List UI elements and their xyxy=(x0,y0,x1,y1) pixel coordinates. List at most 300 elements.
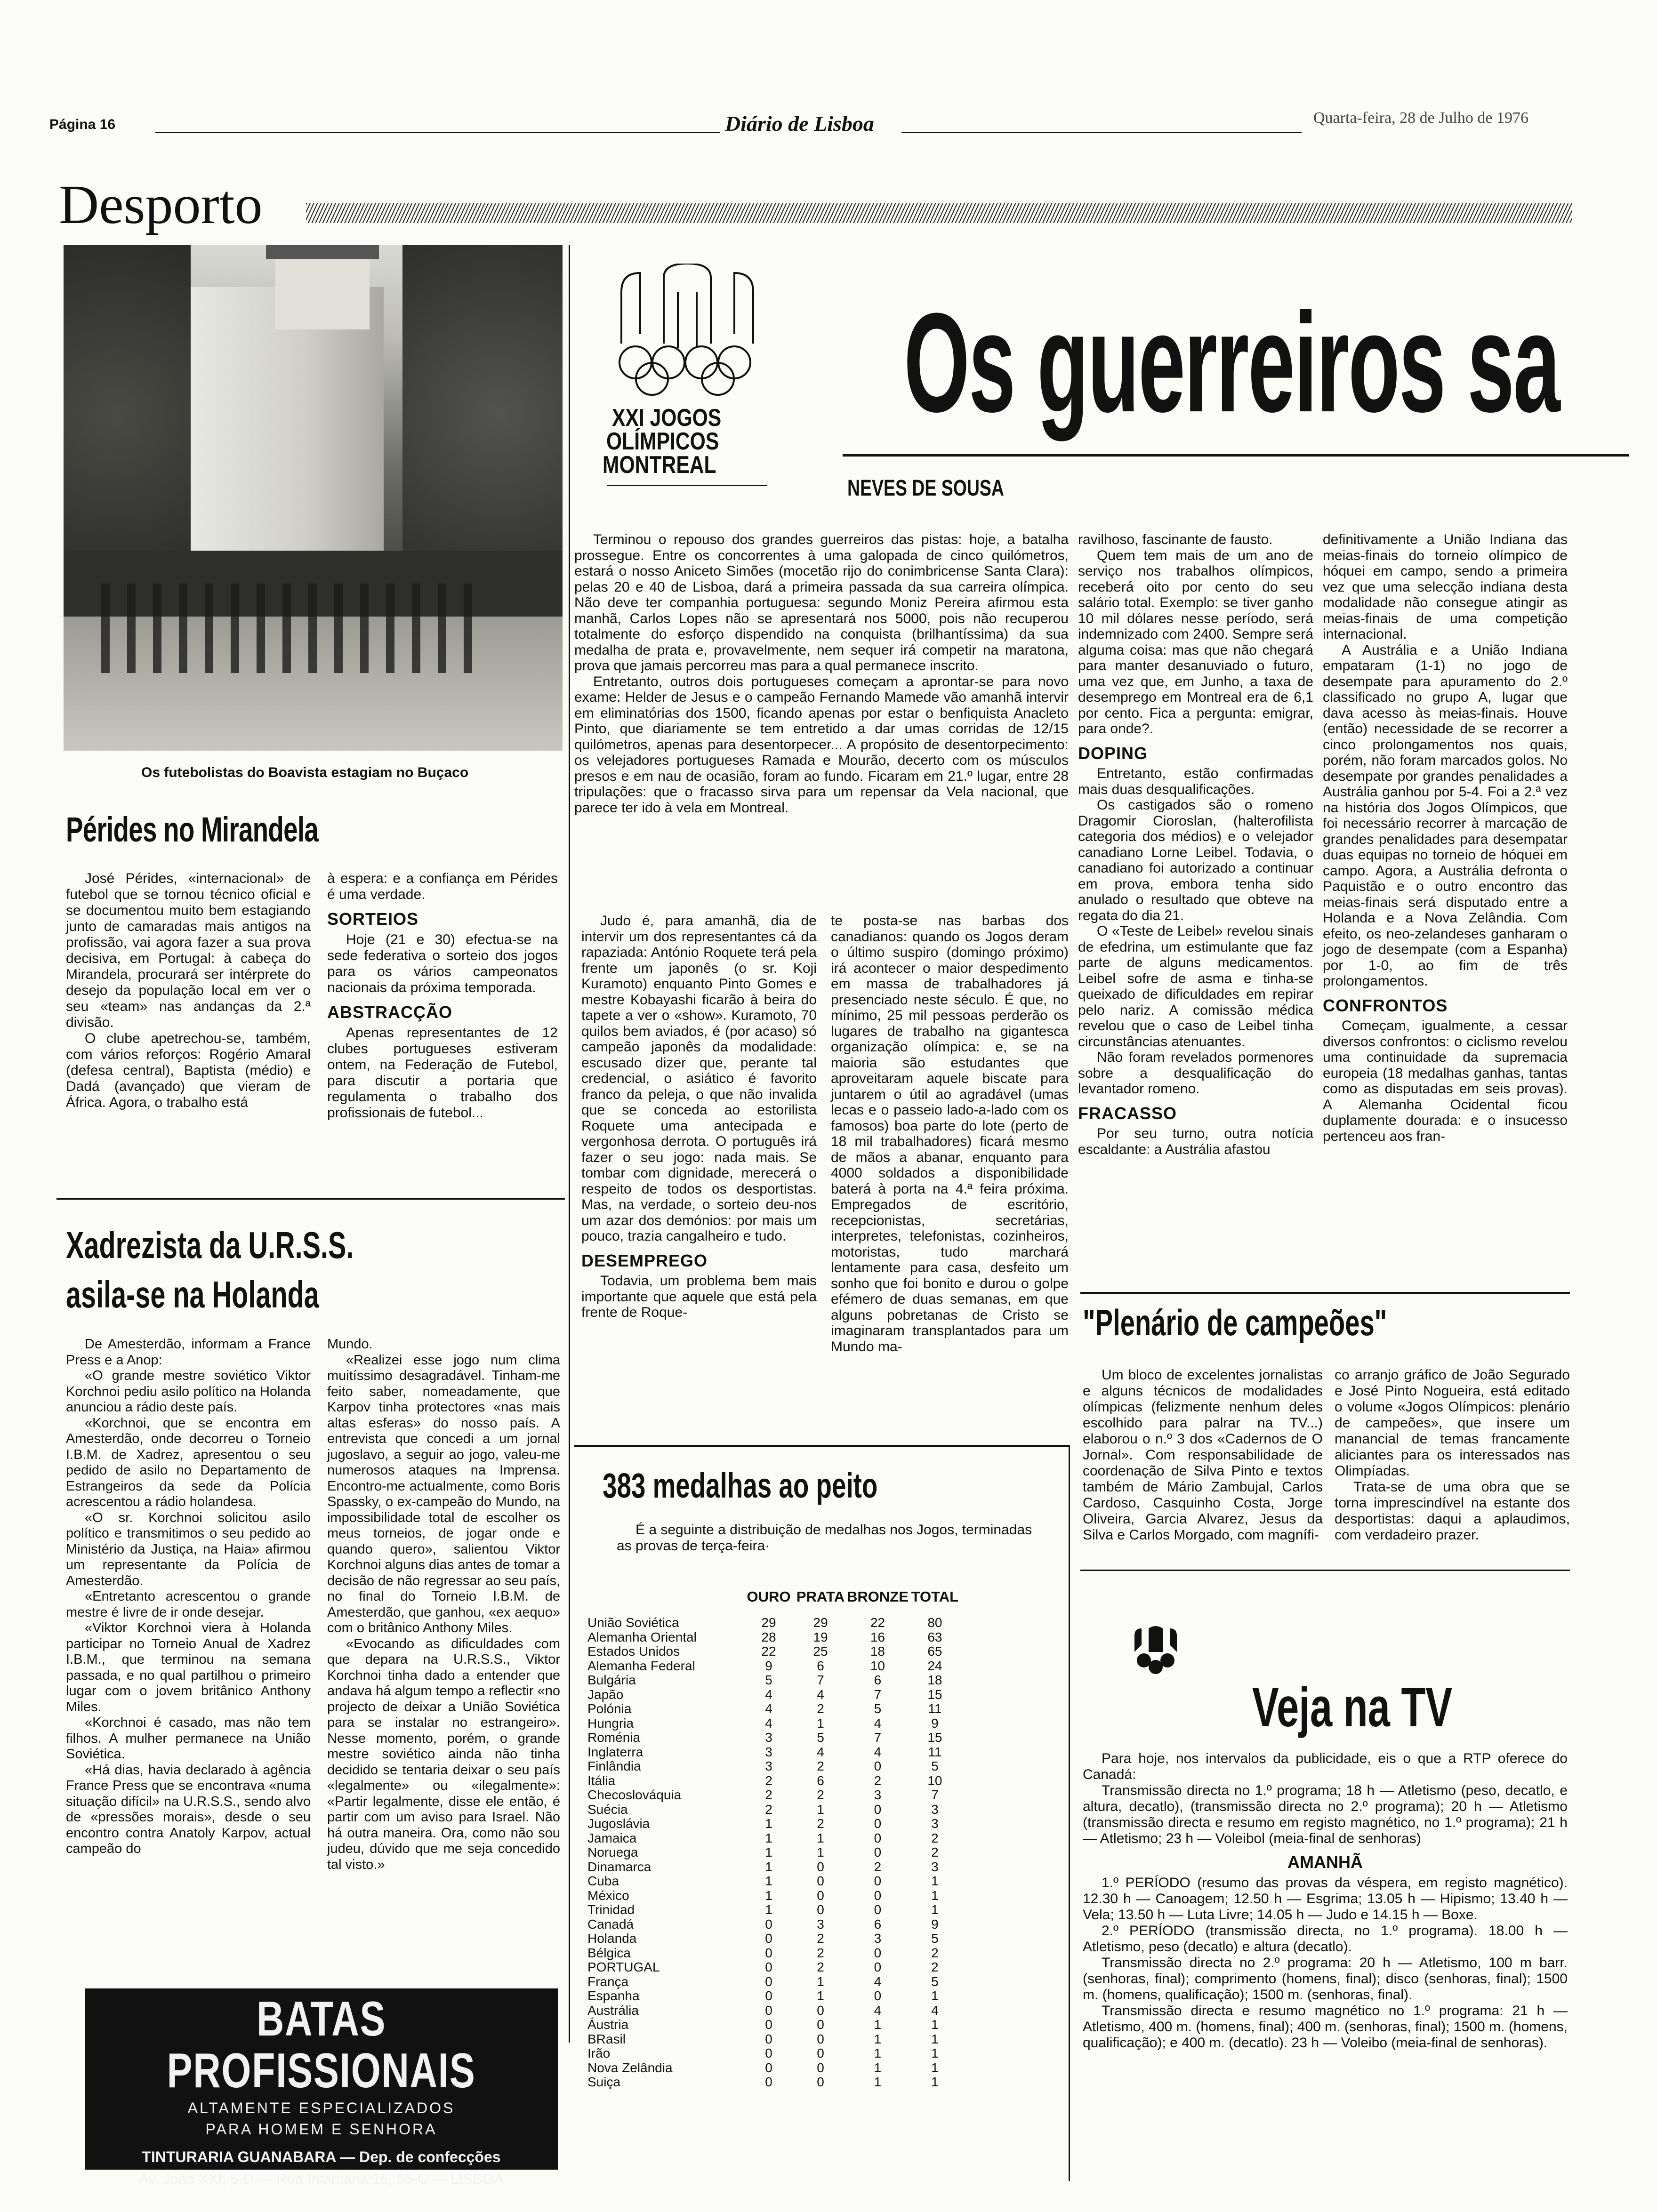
plenario-col1 xyxy=(1083,1367,1323,1543)
medal-total: 11 xyxy=(928,1701,942,1716)
headline-rule xyxy=(843,454,1629,457)
header-rule-right xyxy=(901,132,1302,133)
medal-total: 1 xyxy=(931,2046,939,2061)
medal-silver: 3 xyxy=(817,1916,824,1931)
section-hatch-band xyxy=(306,203,1572,223)
paragraph: Entretanto, estão confirmadas mais duas desqualificações. xyxy=(1078,766,1313,797)
medal-row xyxy=(574,1917,961,1932)
medal-country: Nova Zelândia xyxy=(587,2060,673,2075)
tv-intro: Para hoje, nos intervalos da publicidade, eis o que a RTP oferece do Canadá: xyxy=(1083,1751,1568,1782)
medals-intro: É a seguinte a distribuição de medalhas nos Jogos, terminadas as provas de terça-feira· xyxy=(617,1522,1032,1554)
tv-period-2: 2.º PERÍODO (transmissão directa, no 1.º programa). 18.00 h — Atletismo, peso (decatlo) e altura (decatlo). xyxy=(1083,1923,1568,1955)
medal-country: PORTUGAL xyxy=(587,1960,660,1975)
medal-total: 4 xyxy=(931,2003,939,2018)
tv-amanha-subhead: AMANHÃ xyxy=(1287,1852,1363,1872)
medal-silver: 1 xyxy=(817,1974,824,1989)
medal-bronze: 4 xyxy=(874,1974,882,1989)
ad-title: BATAS PROFISSIONAIS xyxy=(167,1992,476,2098)
sorteios-subhead: SORTEIOS xyxy=(327,909,419,929)
photo-caption: Os futebolistas do Boavista estagiam no Buçaco xyxy=(141,765,469,780)
medal-silver: 19 xyxy=(813,1629,828,1644)
medal-silver: 0 xyxy=(817,1874,824,1889)
medal-silver: 2 xyxy=(817,1759,824,1774)
paragraph: Os castigados são o romeno Dragomir Cioroslan, (halterofilista categoria dos médios) e o velejador canadiano Lorne Leibel. Todavia, o canadiano foi autorizado a continuar em prova, embora tenha sido anulado o resultado que obteve na regata do dia 21. xyxy=(1078,797,1313,923)
medal-total: 65 xyxy=(927,1644,942,1659)
main-headline: Os guerreiros sa xyxy=(904,283,1560,441)
paragraph: Judo é, para amanhã, dia de intervir um dos representantes cá da rapaziada: António Roquete terá pela frente um japonês (o sr. Koji Kuramoto) enquanto Pinto Gomes e mestre Kobayashi ficarão à beira do tapete a ver o «show». Kuramoto, 70 quilos bem aviados, é (por acaso) só campeão japonês da modalidade: escusado dizer que, perante tal credencial, o asiático é favorito franco da peleja, o que não invalida que se conceda ao estorilista Roquete uma antecipada e vergonhosa derrota. O português irá fazer o seu jogo: nada mais. Se tombar com dignidade, merecerá o respeito de todos os desportistas. Mas, na verdade, o sorteio deu-nos um azar dos demónios: por mais um pouco, trazia cangalheiro e tudo. xyxy=(581,913,817,1244)
medal-gold: 28 xyxy=(761,1629,776,1644)
medal-bronze: 16 xyxy=(870,1629,885,1644)
medal-bronze: 0 xyxy=(874,1759,882,1774)
tv-period-3: Transmissão directa no 2.º programa: 20 h — Atletismo, 100 m barr. (senhoras, final); comprimento (homens, final); disco (senhoras, final); 1500 m. (homens, qualificação); 1500 m. (senhoras, final). xyxy=(1083,1955,1568,2003)
medal-country: Alemanha Oriental xyxy=(587,1629,697,1644)
medal-silver: 1 xyxy=(817,1802,824,1817)
medal-row xyxy=(574,1975,961,1989)
medal-total: 1 xyxy=(931,1888,939,1903)
column-divider-vertical xyxy=(569,245,570,2043)
medal-total: 1 xyxy=(931,1902,939,1917)
medal-total: 1 xyxy=(931,2075,939,2090)
medal-row xyxy=(574,2032,961,2047)
perides-headline: Pérides no Mirandela xyxy=(66,810,319,849)
paragraph: «O sr. Korchnoi solicitou asilo político e transmitimos o seu pedido ao Ministério da Justiça, na Haia» afirmou um representante da Polícia de Amesterdão. xyxy=(66,1510,311,1588)
medal-row xyxy=(574,1630,961,1645)
medal-bronze: 4 xyxy=(874,1744,882,1759)
paragraph: «Evocando as dificuldades com que depara na U.R.S.S., Viktor Korchnoi tinha dado a entender que andava há algum tempo a reflectir «no projecto de deixar a União Soviética para se instalar no estrangeiro». Nesse momento, porém, o grande mestre soviético ainda não tinha decidido se tentaria deixar o seu país «legalmente» ou «ilegalmente»: «Partir legalmente, disse ele então, é partir com um aviso para Israel. Não há outra maneira. Ora, como não sou judeu, dúvido que me seja concedido tal visto.» xyxy=(327,1636,560,1872)
medal-country: Checoslováquia xyxy=(587,1787,682,1803)
medal-bronze: 0 xyxy=(874,1845,882,1860)
section-title: Desporto xyxy=(59,174,263,235)
medal-bronze: 4 xyxy=(874,1715,882,1731)
medal-silver: 7 xyxy=(817,1673,824,1688)
medal-total: 1 xyxy=(931,1874,939,1889)
medal-total: 5 xyxy=(931,1759,939,1774)
paragraph: Terminou o repouso dos grandes guerreiros das pistas: hoje, a batalha prossegue. Entre os concorrentes à uma galopada de cinco quilómetros, estará o nosso Aniceto Simões (mocetão rijo do conimbricense Santa Clara): pelas 20 e 40 de Lisboa, dará a primeira passada da sua carreira olímpica. Não deve ter companhia portuguesa: segundo Moniz Pereira afirmou esta manhã, Carlos Lopes não se apresentará nos 5000, pois não recuperou totalmente do esforço dispendido na conquista (brilhantíssima) da sua medalha de prata e, provavelmente, nem sequer irá competir na maratona, prova que jamais percorreu mas para a qual permanece inscrito. xyxy=(574,532,1069,673)
medal-gold: 2 xyxy=(765,1802,772,1817)
paragraph: «Entretanto acrescentou o grande mestre é livre de ir onde desejar. xyxy=(66,1589,311,1620)
medal-silver: 1 xyxy=(817,1988,824,2004)
paragraph: «Há dias, havia declarado à agência France Press que se encontrava «numa situação difícil» na U.R.S.S., sendo alvo de «pressões morais», desde o seu encontro contra Anatoly Karpov, actual campeão do xyxy=(66,1762,311,1856)
medal-gold: 0 xyxy=(765,1988,772,2004)
medal-gold: 0 xyxy=(765,2003,772,2018)
medal-bronze: 2 xyxy=(874,1859,882,1874)
medal-row xyxy=(574,1845,961,1860)
medal-bronze: 0 xyxy=(874,1960,882,1975)
paragraph: Mundo. xyxy=(327,1337,373,1352)
medal-row xyxy=(574,1659,961,1674)
medal-row xyxy=(574,1759,961,1774)
medal-total: 1 xyxy=(931,1988,939,2004)
medal-total: 3 xyxy=(931,1802,939,1817)
paragraph: A Austrália e a União Indiana empataram (1-1) no jogo de desempate para apuramento do 2.º classificado no grupo A, lugar que dava acesso às meias-finais. Houve (então) necessidade de se recorrer a cinco prolongamentos nos quais, porém, não foram marcados golos. No desempate por grandes penalidades a Austrália ganhou por 5-4. Foi a 2.ª vez na história dos Jogos Olímpicos, que foi necessário recorrer à marcação de grandes penalidades para desempatar duas equipas no torneio de hóquei em campo. Agora, a Austrália defronta o Paquistão e o outro encontro das meias-finais será disputado entre a Holanda e a Nova Zelândia. Com efeito, os neo-zelandeses ganharam o jogo de desempate (com a Espanha) por 1-0, ao fim de três prolongamentos. xyxy=(1323,642,1568,989)
medal-silver: 5 xyxy=(817,1730,824,1745)
olympic-logo-line2: OLÍMPICOS xyxy=(606,428,719,455)
medal-gold: 0 xyxy=(765,1974,772,1989)
main-col-d xyxy=(1323,532,1568,1144)
medal-total: 24 xyxy=(927,1658,942,1673)
paragraph: «Korchnoi é casado, mas não tem filhos. A mulher permanece na União Soviética. xyxy=(66,1715,311,1762)
medal-country: Noruega xyxy=(587,1845,638,1860)
medal-total: 1 xyxy=(931,2017,939,2032)
medal-row xyxy=(574,1688,961,1702)
medal-silver: 1 xyxy=(817,1715,824,1731)
medal-total: 1 xyxy=(931,2060,939,2075)
medal-total: 3 xyxy=(931,1859,939,1874)
medal-country: Inglaterra xyxy=(587,1744,643,1759)
ad-line-1: ALTAMENTE ESPECIALIZADOS xyxy=(187,2100,455,2116)
medal-silver: 0 xyxy=(817,2075,824,2090)
byline: NEVES DE SOUSA xyxy=(847,476,1004,501)
medal-silver: 0 xyxy=(817,2003,824,2018)
medal-bronze: 3 xyxy=(874,1787,882,1803)
medal-bronze: 5 xyxy=(874,1701,882,1716)
medals-box xyxy=(574,1445,1070,2181)
medal-country: México xyxy=(587,1888,629,1903)
medal-country: União Soviética xyxy=(587,1615,679,1630)
paragraph: à espera: e a confiança em Pérides é uma verdade. xyxy=(327,871,558,902)
medal-total: 10 xyxy=(927,1773,942,1788)
medal-silver: 0 xyxy=(817,1888,824,1903)
medal-row xyxy=(574,1831,961,1846)
medal-country: Jugoslávia xyxy=(587,1816,650,1831)
plenario-bottom-rule xyxy=(1080,1570,1570,1571)
divider-left xyxy=(56,1198,565,1200)
medal-country: Holanda xyxy=(587,1931,637,1946)
medal-bronze: 0 xyxy=(874,1874,882,1889)
medal-total: 9 xyxy=(931,1715,939,1731)
ad-line-2: PARA HOMEM E SENHORA xyxy=(205,2121,437,2138)
medal-row xyxy=(574,1616,961,1630)
paragraph: Quem tem mais de um ano de serviço nos trabalhos olímpicos, receberá oito por cento do seu salário total. Exemplo: se tiver ganho 10 mil dólares nesse período, será indemnizado com 2400. Sempre será alguma coisa: mas que não chegará para manter desanuviado o futuro, uma vez que, em Junho, a taxa de desemprego em Montreal era de 6,1 por cento. Fica a pergunta: emigrar, para onde?. xyxy=(1078,547,1313,737)
plenario-headline: "Plenário de campeões" xyxy=(1083,1302,1387,1343)
paragraph: Trata-se de uma obra que se torna imprescindível na estante dos desportistas: daqui a aplaudimos, com verdadeiro prazer. xyxy=(1335,1479,1570,1543)
medal-total: 2 xyxy=(931,1845,939,1860)
medal-silver: 1 xyxy=(817,1845,824,1860)
medal-gold: 0 xyxy=(765,2031,772,2046)
medal-silver: 2 xyxy=(817,1931,824,1946)
medal-row xyxy=(574,1644,961,1659)
medal-country: Bélgica xyxy=(587,1945,631,1960)
medal-silver: 0 xyxy=(817,2031,824,2046)
medal-row xyxy=(574,1788,961,1803)
medal-bronze: 0 xyxy=(874,1888,882,1903)
medal-gold: 1 xyxy=(765,1888,772,1903)
medal-bronze: 0 xyxy=(874,1902,882,1917)
medal-silver: 2 xyxy=(817,1960,824,1975)
medal-gold: 0 xyxy=(765,2017,772,2032)
medals-header-country xyxy=(574,1588,743,1616)
advertisement-box xyxy=(85,1988,558,2187)
medal-silver: 2 xyxy=(817,1787,824,1803)
medal-row xyxy=(574,2004,961,2018)
paragraph: «Viktor Korchnoi viera à Holanda participar no Torneio Anual de Xadrez I.B.M., que terminou na semana passada, e no qual partilhou o primeiro lugar com o jovem britânico Anthony Miles. xyxy=(66,1620,311,1715)
medal-country: Austrália xyxy=(587,2003,639,2018)
medal-gold: 2 xyxy=(765,1787,772,1803)
header-date: Quarta-feira, 28 de Julho de 1976 xyxy=(1313,109,1528,127)
medal-total: 1 xyxy=(931,2031,939,2046)
fracasso-subhead: FRACASSO xyxy=(1078,1103,1177,1123)
olympic-logo-line1: XXI JOGOS xyxy=(612,404,722,432)
paragraph: Hoje (21 e 30) efectua-se na sede federativa o sorteio dos jogos para os vários campeonatos nacionais da próxima temporada. xyxy=(327,932,558,995)
medal-row xyxy=(574,1803,961,1817)
medal-bronze: 7 xyxy=(874,1730,882,1745)
medal-silver: 29 xyxy=(813,1615,828,1630)
medal-gold: 9 xyxy=(765,1658,772,1673)
ad-line-3: TINTURARIA GUANABARA — Dep. de confecções xyxy=(142,2148,501,2165)
medal-row xyxy=(574,2046,961,2061)
abstraccao-subhead: ABSTRACÇÃO xyxy=(327,1002,452,1022)
tv-block xyxy=(1083,1751,1568,2051)
medal-gold: 0 xyxy=(765,1931,772,1946)
paragraph: Começam, igualmente, a cessar diversos confrontos: o ciclismo revelou uma continuidade da supremacia europeia (18 medalhas ganhas, tantas como as disputadas em seis provas). A Alemanha Ocidental ficou duplamente dourada: e o insucesso pertenceu aos fran- xyxy=(1323,1018,1568,1144)
medal-row xyxy=(574,1702,961,1716)
medal-row xyxy=(574,1774,961,1788)
paragraph: «O grande mestre soviético Viktor Korchnoi pediu asilo político na Holanda anunciou a rádio deste país. xyxy=(66,1368,311,1415)
medals-header-total: TOTAL xyxy=(911,1588,959,1605)
medal-bronze: 22 xyxy=(870,1615,885,1630)
xadrez-headline-2: asila-se na Holanda xyxy=(66,1274,319,1315)
medal-gold: 3 xyxy=(765,1730,772,1745)
ad-line-4: Av. João XXI, 5-D — Rua Infantaria 16, 55-C — LISBOA xyxy=(139,2171,504,2187)
medal-total: 63 xyxy=(927,1629,942,1644)
main-col-c xyxy=(1078,532,1313,1157)
medal-silver: 2 xyxy=(817,1701,824,1716)
medal-gold: 0 xyxy=(765,2060,772,2075)
paragraph: ravilhoso, fascinante de fausto. xyxy=(1078,532,1273,547)
medals-table xyxy=(574,1588,961,2090)
medal-silver: 6 xyxy=(817,1658,824,1673)
medal-gold: 0 xyxy=(765,1945,772,1960)
medal-row xyxy=(574,1817,961,1831)
paragraph: Não foram revelados pormenores sobre a desqualificação do levantador romeno. xyxy=(1078,1050,1313,1097)
medal-gold: 1 xyxy=(765,1830,772,1845)
paragraph: O «Teste de Leibel» revelou sinais de efedrina, um estimulante que faz parte de alguns medicamentos. Leibel sofre de asma e tinha-se queixado de dificuldades em repirar pelo nariz. A comissão médica revelou que o caso de Leibel tinha circunstâncias atenuantes. xyxy=(1078,923,1313,1050)
runners-group xyxy=(101,584,487,673)
paragraph: Entretanto, outros dois portugueses começam a aprontar-se para novo exame: Helder de Jesus e o campeão Fernando Mamede vão amanhã intervir em eliminatórias dos 1500, ficando apenas por estar o benfiquista Anacleto Pinto, que diariamente se tem entretido a dar umas corridas de 12/15 quilómetros, apenas para desentorpecer... A propósito de desentorpecimento: os velejadores portugueses Ramada e Mourão, decerto com os músculos presos e em nau de ocasião, foram ao fundo. Ficaram em 21.º lugar, entre 28 tripulações: que o fracasso sirva para um repensar da Vela nacional, que parece ter ido à vela em Montreal. xyxy=(574,673,1069,816)
medal-country: Suécia xyxy=(587,1802,628,1817)
roof-shape xyxy=(266,245,379,259)
medal-bronze: 6 xyxy=(874,1916,882,1931)
medals-table-body xyxy=(574,1616,961,2090)
confrontos-subhead: CONFRONTOS xyxy=(1323,995,1448,1015)
medal-gold: 4 xyxy=(765,1687,772,1702)
medal-row xyxy=(574,1673,961,1688)
medal-country: Canadá xyxy=(587,1916,634,1931)
tv-period-4: Transmissão directa e resumo magnético no 1.º programa: 21 h — Atletismo, 400 m. (homens, final); 400 m. (senhoras, final); 1500 m. (homens, qualificação); e 400 m. (decatlo). 23 h — Voleibo (meia-final de senhoras). xyxy=(1083,2003,1568,2051)
medal-country: França xyxy=(587,1974,629,1989)
plenario-col2 xyxy=(1335,1367,1570,1543)
medal-bronze: 7 xyxy=(874,1687,882,1702)
plenario-top-rule xyxy=(1080,1292,1570,1294)
medal-silver: 4 xyxy=(817,1687,824,1702)
newspaper-name: Diário de Lisboa xyxy=(725,112,874,136)
medal-country: Jamaica xyxy=(587,1830,637,1845)
medals-headline: 383 medalhas ao peito xyxy=(603,1466,878,1505)
medal-country: Estados Unidos xyxy=(587,1644,680,1659)
paragraph: «Realizei esse jogo num clima muitíssimo desagradável. Tinham-me feito saber, nomeadamente, que Karpov tinha protectores «nas mais altas esferas» do nosso país. A entrevista que concedi a um jornal jugoslavo, a seguir ao jogo, valeu-me numerosos ataques na Imprensa. Encontro-me actualmente, como Boris Spassky, o ex-campeão do Mundo, na impossibilidade total de escolher os meus torneios, de jogar onde e quando quero», salientou Viktor Korchnoi alguns dias antes de tomar a decisão de não regressar ao seu país, no final do Torneio I.B.M. de Amesterdão, que ganhou, «ex aequo» com o britânico Anthony Miles. xyxy=(327,1352,560,1635)
medal-bronze: 6 xyxy=(874,1673,882,1688)
medal-gold: 0 xyxy=(765,2046,772,2061)
medals-header-silver: PRATA xyxy=(796,1588,845,1605)
medal-total: 5 xyxy=(931,1974,939,1989)
medal-silver: 6 xyxy=(817,1773,824,1788)
medal-bronze: 1 xyxy=(874,2046,882,2061)
medal-bronze: 10 xyxy=(870,1658,885,1673)
medal-country: Hungria xyxy=(587,1715,634,1731)
medal-row xyxy=(574,1716,961,1731)
medal-gold: 1 xyxy=(765,1902,772,1917)
medal-silver: 0 xyxy=(817,2017,824,2032)
medal-country: Finlândia xyxy=(587,1759,641,1774)
medal-gold: 2 xyxy=(765,1773,772,1788)
medal-row xyxy=(574,2061,961,2076)
medal-gold: 0 xyxy=(765,1916,772,1931)
medals-header-bronze: BRONZE xyxy=(847,1588,909,1605)
paragraph: te posta-se nas barbas dos canadianos: quando os Jogos deram o último suspiro (domingo próximo) irá acontecer o maior despedimento em massa de trabalhadores já presenciado neste século. É que, no mínimo, 25 mil pessoas perderão os lugares de trabalho na gigantesca organização olímpica: e, se na maioria são estudantes que aproveitaram aquele biscate para juntarem o útil ao agradável (umas lecas e o passeio lado-a-lado com os famosos) boa parte do lote (perto de 18 mil trabalhadores) ficará mesmo de mãos a abanar, enquanto para 4000 soldados a disponibilidade baterá à porta na 4.ª feira próxima. Empregados de escritório, recepcionistas, secretárias, interpretes, telefonistas, cozinheiros, motoristas, tudo marchará lentamente para casa, desfeito um sonho que foi bonito e durou o golpe efémero de duas semanas, em que alguns pobretanas de Cristo se imaginaram transplantados para um Mundo ma- xyxy=(831,913,1069,1354)
medal-total: 2 xyxy=(931,1945,939,1960)
medal-silver: 0 xyxy=(817,1902,824,1917)
medal-bronze: 1 xyxy=(874,2060,882,2075)
tv-today: Transmissão directa no 1.º programa; 18 h — Atletismo (peso, decatlo, e altura, decatlo), (transmissão directa no 2.º programa); 20 h — Atletismo (transmissão directa e resumo em registo magnético, no 1.º programa); 21 h — Atletismo; 23 h — Voleibol (meia-final de senhoras) xyxy=(1083,1783,1568,1846)
paragraph: Todavia, um problema bem mais importante que aquele que está pela frente de Roque- xyxy=(581,1273,817,1320)
medal-gold: 22 xyxy=(761,1644,776,1659)
medal-row xyxy=(574,2018,961,2032)
medal-total: 2 xyxy=(931,1830,939,1845)
medal-bronze: 0 xyxy=(874,1830,882,1845)
medal-country: Espanha xyxy=(587,1988,640,2004)
medal-country: Áustria xyxy=(587,2017,629,2032)
medal-silver: 2 xyxy=(817,1945,824,1960)
medals-header-gold: OURO xyxy=(747,1588,791,1605)
medal-total: 7 xyxy=(931,1787,939,1803)
medal-bronze: 0 xyxy=(874,1816,882,1831)
perides-col1 xyxy=(66,871,311,1111)
medal-gold: 3 xyxy=(765,1744,772,1759)
medal-row xyxy=(574,1745,961,1760)
medal-silver: 0 xyxy=(817,2046,824,2061)
medal-gold: 1 xyxy=(765,1859,772,1874)
olympic-logo-line3: MONTREAL xyxy=(603,451,716,479)
medal-gold: 1 xyxy=(765,1874,772,1889)
boavista-photo xyxy=(64,245,563,751)
medal-row xyxy=(574,1889,961,1903)
paragraph: O clube apetrechou-se, também, com vários reforços: Rogério Amaral (defesa central), Baptista (médio) e Dadá (avançado) que vieram de África. Agora, o trabalho está xyxy=(66,1031,311,1110)
medal-total: 15 xyxy=(927,1687,942,1702)
medal-country: Bulgária xyxy=(587,1673,636,1688)
medal-bronze: 1 xyxy=(874,2017,882,2032)
medal-silver: 2 xyxy=(817,1816,824,1831)
medal-bronze: 18 xyxy=(870,1644,885,1659)
medal-bronze: 1 xyxy=(874,2075,882,2090)
page-number: Página 16 xyxy=(49,117,116,132)
medal-gold: 3 xyxy=(765,1759,772,1774)
medal-gold: 29 xyxy=(761,1615,776,1630)
medal-gold: 4 xyxy=(765,1701,772,1716)
doping-subhead: DOPING xyxy=(1078,743,1148,763)
medal-row xyxy=(574,1860,961,1875)
medal-bronze: 0 xyxy=(874,1988,882,2004)
medal-bronze: 3 xyxy=(874,1931,882,1946)
tv-headline: Veja na TV xyxy=(1252,1676,1453,1739)
medal-row xyxy=(574,1874,961,1889)
medal-total: 80 xyxy=(927,1615,942,1630)
medal-country: Suiça xyxy=(587,2075,621,2090)
medal-country: Alemanha Federal xyxy=(587,1658,695,1673)
olympic-logo-underline xyxy=(607,485,767,486)
medal-country: Trinidad xyxy=(587,1902,635,1917)
xadrez-col2 xyxy=(327,1337,560,1873)
paragraph: co arranjo gráfico de João Segurado e José Pinto Nogueira, está editado o volume «Jogos Olímpicos: plenário de campeões», que insere um manancial de temas francamente aliciantes para os interessados nas Olimpíadas. xyxy=(1335,1367,1570,1479)
medal-country: Dinamarca xyxy=(587,1859,652,1874)
paragraph: Por seu turno, outra notícia escaldante: a Austrália afastou xyxy=(1078,1126,1313,1157)
medal-total: 2 xyxy=(931,1960,939,1975)
medal-gold: 0 xyxy=(765,2075,772,2090)
montreal-logo-small xyxy=(1130,1624,1182,1675)
medal-total: 3 xyxy=(931,1816,939,1831)
medal-bronze: 0 xyxy=(874,1802,882,1817)
main-lead xyxy=(574,532,1069,816)
main-col-a xyxy=(581,913,817,1321)
medal-silver: 25 xyxy=(813,1644,828,1659)
medal-total: 5 xyxy=(931,1931,939,1946)
paragraph: De Amesterdão, informam a France Press e a Anop: xyxy=(66,1337,311,1368)
medal-silver: 0 xyxy=(817,1859,824,1874)
paragraph: José Pérides, «internacional» de futebol que se tornou técnico oficial e se documentou muito bem estagiando junto de camaradas mais antigos na profissão, vai agora fazer a sua prova decisiva, em Portugal: à cabeça do Mirandela, procurará ser intérprete do desejo da população local em ver o seu «team» nas andanças da 2.ª divisão. xyxy=(66,871,311,1030)
paragraph: Apenas representantes de 12 clubes portugueses estiveram ontem, na Federação de Futebol, para discutir a portaria que regulamenta o trabalho dos profissionais de futebol... xyxy=(327,1025,558,1121)
xadrez-col1 xyxy=(66,1337,311,1857)
medal-bronze: 1 xyxy=(874,2031,882,2046)
desemprego-subhead: DESEMPREGO xyxy=(581,1250,708,1270)
medal-total: 15 xyxy=(927,1730,942,1745)
medal-country: Irão xyxy=(587,2046,611,2061)
medal-bronze: 4 xyxy=(874,2003,882,2018)
medal-silver: 4 xyxy=(817,1744,824,1759)
medal-total: 9 xyxy=(931,1916,939,1931)
header-rule-left xyxy=(155,132,720,133)
medal-row xyxy=(574,1989,961,2004)
medal-silver: 0 xyxy=(817,2060,824,2075)
medal-row xyxy=(574,2075,961,2090)
tv-period-1: 1.º PERÍODO (resumo das provas da véspera, em registo magnético). 12.30 h — Canoagem; 12.50 h — Esgrima; 13.05 h — Hipismo; 13.40 h — Vela; 13.50 h — Luta Livre; 14.05 h — Judo e 14.15 h — Boxe. xyxy=(1083,1875,1568,1923)
medal-gold: 4 xyxy=(765,1715,772,1731)
tower-shape xyxy=(275,254,370,329)
medal-country: Itália xyxy=(587,1773,616,1788)
medal-country: BRasil xyxy=(587,2031,626,2046)
medal-total: 11 xyxy=(928,1744,942,1759)
medal-row xyxy=(574,1960,961,1975)
medal-total: 18 xyxy=(927,1673,942,1688)
medal-row xyxy=(574,1931,961,1946)
paragraph: «Korchnoi, que se encontra em Amesterdão, onde decorreu o Torneio I.B.M. de Xadrez, apresentou o seu pedido de asilo no Departamento de Estrangeiros da sede da Polícia acrescentou a rádio holandesa. xyxy=(66,1415,311,1509)
paragraph: definitivamente a União Indiana das meias-finais do torneio olímpico de hóquei em campo, sendo a primeira vez que uma selecção indiana desta modalidade não consegue atingir as meias-finais de uma competição internacional. xyxy=(1323,532,1568,642)
medal-row xyxy=(574,1946,961,1961)
xadrez-headline-1: Xadrezista da U.R.S.S. xyxy=(66,1224,354,1266)
medal-row xyxy=(574,1903,961,1917)
medal-row xyxy=(574,1731,961,1745)
medal-gold: 5 xyxy=(765,1673,772,1688)
medal-country: Roménia xyxy=(587,1730,641,1745)
perides-col2 xyxy=(327,871,558,1121)
medal-bronze: 0 xyxy=(874,1945,882,1960)
medal-gold: 1 xyxy=(765,1845,772,1860)
medal-gold: 0 xyxy=(765,1960,772,1975)
medal-silver: 1 xyxy=(817,1830,824,1845)
medal-country: Polónia xyxy=(587,1701,632,1716)
medal-bronze: 2 xyxy=(874,1773,882,1788)
main-col-b xyxy=(831,913,1069,1354)
medal-country: Cuba xyxy=(587,1874,619,1889)
paragraph: Um bloco de excelentes jornalistas e alguns técnicos de modalidades olímpicas (felizmente nenhum deles escolhido para palrar na TV...) elaborou o n.º 3 dos «Cadernos de O Jornal». Com responsabilidade de coordenação de Silva Pinto e textos também de Mário Zambujal, Carlos Cardoso, Casquinho Costa, Jorge Oliveira, Garcia Alvarez, Jesus da Silva e Carlos Morgado, com magnífi- xyxy=(1083,1367,1323,1543)
